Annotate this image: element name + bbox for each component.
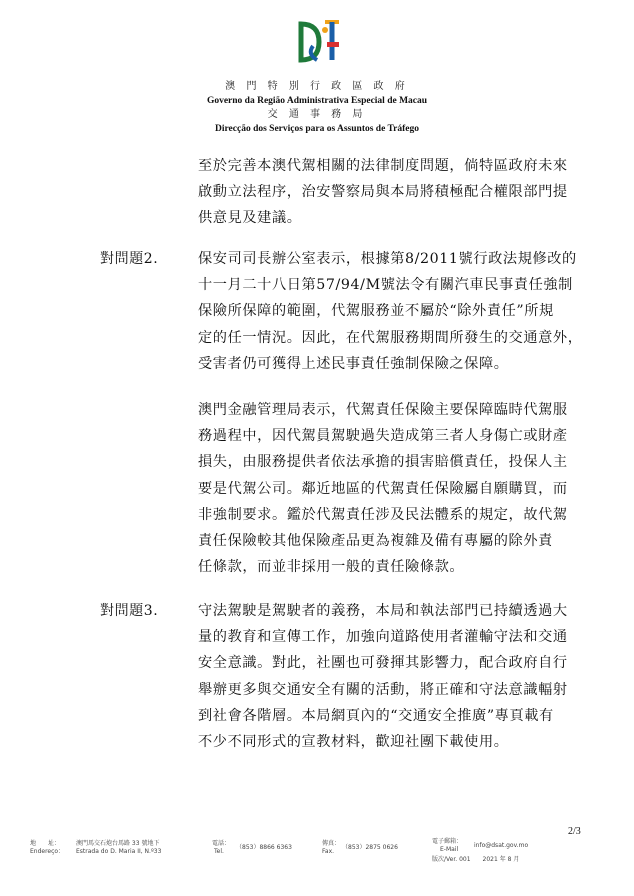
text-line: 非強制要求。鑑於代駕責任涉及民法體系的規定，故代駕	[198, 506, 568, 523]
q2-paragraph-1	[198, 246, 602, 377]
text-line: 任條款，而並非採用一般的責任險條款。	[198, 559, 465, 576]
tel-label-zh: 電話：	[212, 840, 231, 847]
letterhead	[0, 80, 634, 136]
dept-name-zh: 交 通 事 務 局	[267, 109, 367, 120]
text-line: 到社會各階層。本局網頁內的“交通安全推廣”專頁載有	[198, 707, 554, 724]
text-line: 責任保險較其他保險產品更為複雜及備有專屬的除外責	[198, 533, 553, 550]
text-line: 保險所保障的範圍，代駕服務並不屬於“除外責任”所規	[198, 303, 554, 320]
text-line: 不少不同形式的宣教材料，歡迎社團下載使用。	[198, 734, 509, 751]
email-address[interactable]: info@dsat.gov.mo	[474, 842, 529, 849]
address-zh: 澳門馬交石炮台馬路 33 號地下	[76, 840, 160, 847]
address-pt: Estrada do D. Maria II, N.º33	[76, 848, 162, 855]
email-label-pt: E-Mail	[440, 846, 459, 853]
page-number: 2/3	[568, 826, 581, 837]
q2-paragraph-2	[198, 397, 602, 580]
fax-label-zh: 傳真：	[322, 840, 341, 847]
fax-label-pt: Fax.	[322, 848, 335, 855]
text-line: 要是代駕公司。鄰近地區的代駕責任保險屬自願購買，而	[198, 480, 568, 497]
gov-name-pt: Governo da Região Administrativa Especial de Macau	[206, 96, 428, 106]
address-label-pt: Endereço：	[30, 848, 65, 855]
text-line: 量的教育和宣傳工作，加強向道路使用者灌輸守法和交通	[198, 629, 568, 646]
gov-name-zh: 澳 門 特 別 行 政 區 政 府	[225, 81, 409, 92]
page-footer	[0, 832, 634, 872]
text-line: 務過程中，因代駕員駕駛過失造成第三者人身傷亡或財產	[198, 428, 568, 445]
q3-label: 對問題3.	[100, 603, 159, 619]
text-line: 澳門金融管理局表示，代駕責任保險主要保障臨時代駕服	[198, 402, 568, 418]
text-line: 至於完善本澳代駕相關的法律制度問題，倘特區政府未來	[198, 158, 568, 174]
text-line: 定的任一情況。因此，在代駕服務期間所發生的交通意外，	[198, 329, 583, 346]
text-line: 啟動立法程序，治安警察局與本局將積極配合權限部門提	[198, 184, 568, 201]
q2-label: 對問題2.	[100, 251, 159, 267]
dept-name-pt: Direcção dos Serviços para os Assuntos de Tráfego	[215, 124, 419, 134]
address-label-zh: 地 址：	[30, 840, 61, 847]
email-label-zh: 電子郵箱：	[432, 838, 463, 845]
text-line: 十一月二十八日第57/94/M號法令有關汽車民事責任強制	[198, 277, 573, 294]
text-line: 舉辦更多與交通安全有關的活動，將正確和守法意識輻射	[198, 681, 568, 698]
text-line: 安全意識。對此，社團也可發揮其影響力，配合政府自行	[198, 655, 568, 672]
version-info: 版次/Ver. 001 2021 年 8 月	[432, 856, 520, 863]
text-line: 損失，由服務提供者依法承擔的損害賠償責任，投保人主	[198, 454, 568, 471]
fax-number: （853）2875 0626	[342, 844, 398, 851]
tel-number: （853）8866 6363	[236, 844, 292, 851]
text-line: 供意見及建議。	[198, 210, 302, 227]
q3-paragraph-1	[198, 598, 602, 755]
text-line: 守法駕駛是駕駛者的義務，本局和執法部門已持續透過大	[198, 603, 568, 619]
dsat-logo	[295, 16, 343, 68]
tel-label-pt: Tel.	[214, 848, 224, 855]
text-line: 受害者仍可獲得上述民事責任強制保險之保障。	[198, 355, 509, 372]
intro-paragraph	[198, 153, 602, 232]
text-line: 保安司司長辦公室表示，根據第8/2011號行政法規修改的	[198, 251, 577, 267]
